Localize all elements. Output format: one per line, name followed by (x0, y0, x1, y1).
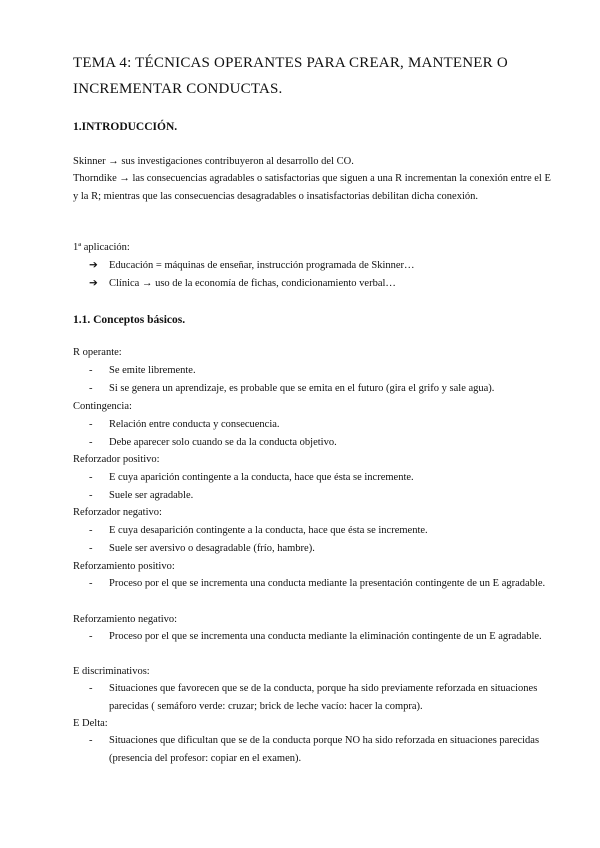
concept-item: - Suele ser aversivo o desagradable (frío, hambre). (89, 540, 549, 558)
concept-item: - Debe aparecer solo cuando se da la conducta objetivo. (89, 434, 549, 452)
concept-term: Reforzamiento negativo: (73, 614, 178, 625)
concept-term: Reforzador positivo: (73, 454, 160, 465)
dash-bullet: - (89, 365, 93, 376)
concept-term: Reforzador negativo: (73, 507, 162, 518)
concept-term: Reforzamiento positivo: (73, 561, 175, 572)
dash-bullet: - (89, 578, 93, 589)
paragraph-thorndike: Thorndike → las consecuencias agradables o satisfactorias que siguen a una R incrementan la conexión entre el E y la R; mientras que las consecuencias desagradables o insatisfactorias debilitan dicha conexión. (73, 173, 551, 202)
dash-bullet: - (89, 735, 93, 746)
arrow-right-icon: ➔ (89, 260, 98, 271)
dash-bullet: - (89, 631, 93, 642)
concept-item: - Si se genera un aprendizaje, es probable que se emita en el futuro (gira el grifo y sale agua). (89, 380, 549, 398)
concept-item: - Situaciones que dificultan que se de la conducta porque NO ha sido reforzada en situaciones parecidas (presencia del profesor: copiar en el examen). (89, 732, 549, 768)
dash-bullet: - (89, 437, 93, 448)
dash-bullet: - (89, 383, 93, 394)
application-item (89, 277, 396, 289)
section-heading-conceptos: 1.1. Conceptos básicos. (73, 314, 186, 326)
document-title: TEMA 4: TÉCNICAS OPERANTES PARA CREAR, MANTENER O INCREMENTAR CONDUCTAS. (73, 55, 508, 97)
dash-bullet: - (89, 525, 93, 536)
concept-item: - E cuya desaparición contingente a la conducta, hace que ésta se incremente. (89, 522, 549, 540)
dash-bullet: - (89, 490, 93, 501)
concept-item: - E cuya aparición contingente a la conducta, hace que ésta se incremente. (89, 469, 549, 487)
concept-item: - Situaciones que favorecen que se de la conducta, porque ha sido previamente reforzada en situaciones parecidas ( semáforo verde: cruzar; brick de leche vacío: hacer la compra). (89, 680, 549, 716)
concept-term: Contingencia: (73, 401, 132, 412)
dash-bullet: - (89, 683, 93, 694)
dash-bullet: - (89, 472, 93, 483)
arrow-right-icon: ➔ (89, 278, 98, 289)
section-heading-introduccion: 1.INTRODUCCIÓN. (73, 121, 178, 133)
applications-label: 1ª aplicación: (73, 242, 130, 253)
concept-item: - Suele ser agradable. (89, 487, 549, 505)
concept-item: - Relación entre conducta y consecuencia. (89, 416, 549, 434)
application-text: Educación = máquinas de enseñar, instrucción programada de Skinner… (109, 260, 415, 271)
application-item (89, 259, 415, 271)
concept-term: E discriminativos: (73, 666, 150, 677)
dash-bullet: - (89, 419, 93, 430)
application-text: Clínica → uso de la economía de fichas, condicionamiento verbal… (109, 278, 396, 289)
concept-item: - Se emite libremente. (89, 362, 549, 380)
dash-bullet: - (89, 543, 93, 554)
paragraph-skinner: Skinner → sus investigaciones contribuyeron al desarrollo del CO. (73, 156, 354, 167)
concept-term: E Delta: (73, 718, 108, 729)
concept-item: - Proceso por el que se incrementa una conducta mediante la eliminación contingente de un E agradable. (89, 628, 549, 646)
concept-term: R operante: (73, 347, 122, 358)
concept-item: - Proceso por el que se incrementa una conducta mediante la presentación contingente de un E agradable. (89, 575, 549, 593)
